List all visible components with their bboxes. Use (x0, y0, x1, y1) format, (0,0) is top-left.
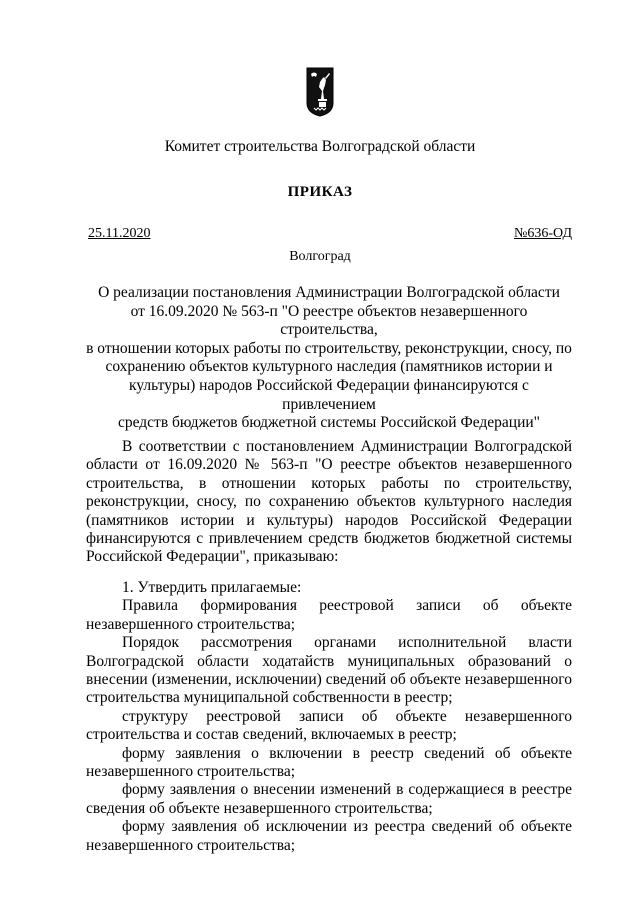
point-1-heading: 1. Утвердить прилагаемые: (122, 579, 302, 596)
document-subject (86, 284, 572, 433)
list-item: форму заявления об исключении из реестра сведений об объекте незавершенного строительства; (86, 818, 572, 854)
subject-line: средств бюджетов бюджетной системы Российской Федерации" (117, 414, 541, 432)
intro-paragraph: В соответствии с постановлением Администрации Волгоградской области от 16.09.2020 № 563-п "О реестре объектов незавершенного строительства, в отношении которых работы по строительству, реконструкции, сносу, по сохранению объектов культурного наследия (памятников истории и культуры) народов Российской Федерации финансируются с привлечением средств бюджетов бюджетной системы Российской Федерации", приказываю: (86, 438, 572, 566)
intro-section (86, 438, 572, 567)
subject-line: сохранению объектов культурного наследия (памятников истории и (105, 358, 553, 376)
approval-list (86, 579, 572, 855)
document-date: 25.11.2020 (88, 226, 151, 241)
list-item: Правила формирования реестровой записи об объекте незавершенного строительства; (86, 597, 572, 633)
coat-of-arms-icon (306, 67, 334, 117)
subject-line: О реализации постановления Администрации Волгоградской области (98, 284, 560, 301)
document-type: ПРИКАЗ (287, 184, 353, 200)
list-item: форму заявления о внесении изменений в содержащиеся в реестре сведения об объекте незавершенного строительства; (86, 781, 572, 817)
list-item: Порядок рассмотрения органами исполнительной власти Волгоградской области ходатайств муниципальных образований о внесении (изменении, исключении) сведений об объекте незавершенного строительства муниципальной собственности в реестр; (86, 634, 572, 707)
subject-line: культуры) народов Российской Федерации финансируются с привлечением (129, 376, 529, 413)
document-number: №636-ОД (514, 226, 572, 241)
subject-line: от 16.09.2020 № 563-п "О реестре объектов незавершенного строительства, (130, 302, 528, 339)
subject-line: в отношении которых работы по строительству, реконструкции, сносу, по (86, 339, 572, 357)
document-city: Волгоград (289, 249, 351, 264)
list-item: форму заявления о включении в реестр сведений об объекте незавершенного строительства; (86, 744, 572, 781)
organization-name: Комитет строительства Волгоградской области (164, 138, 476, 155)
list-item: структуру реестровой записи об объекте незавершенного строительства и состав сведений, включаемых в реестр; (86, 707, 572, 744)
